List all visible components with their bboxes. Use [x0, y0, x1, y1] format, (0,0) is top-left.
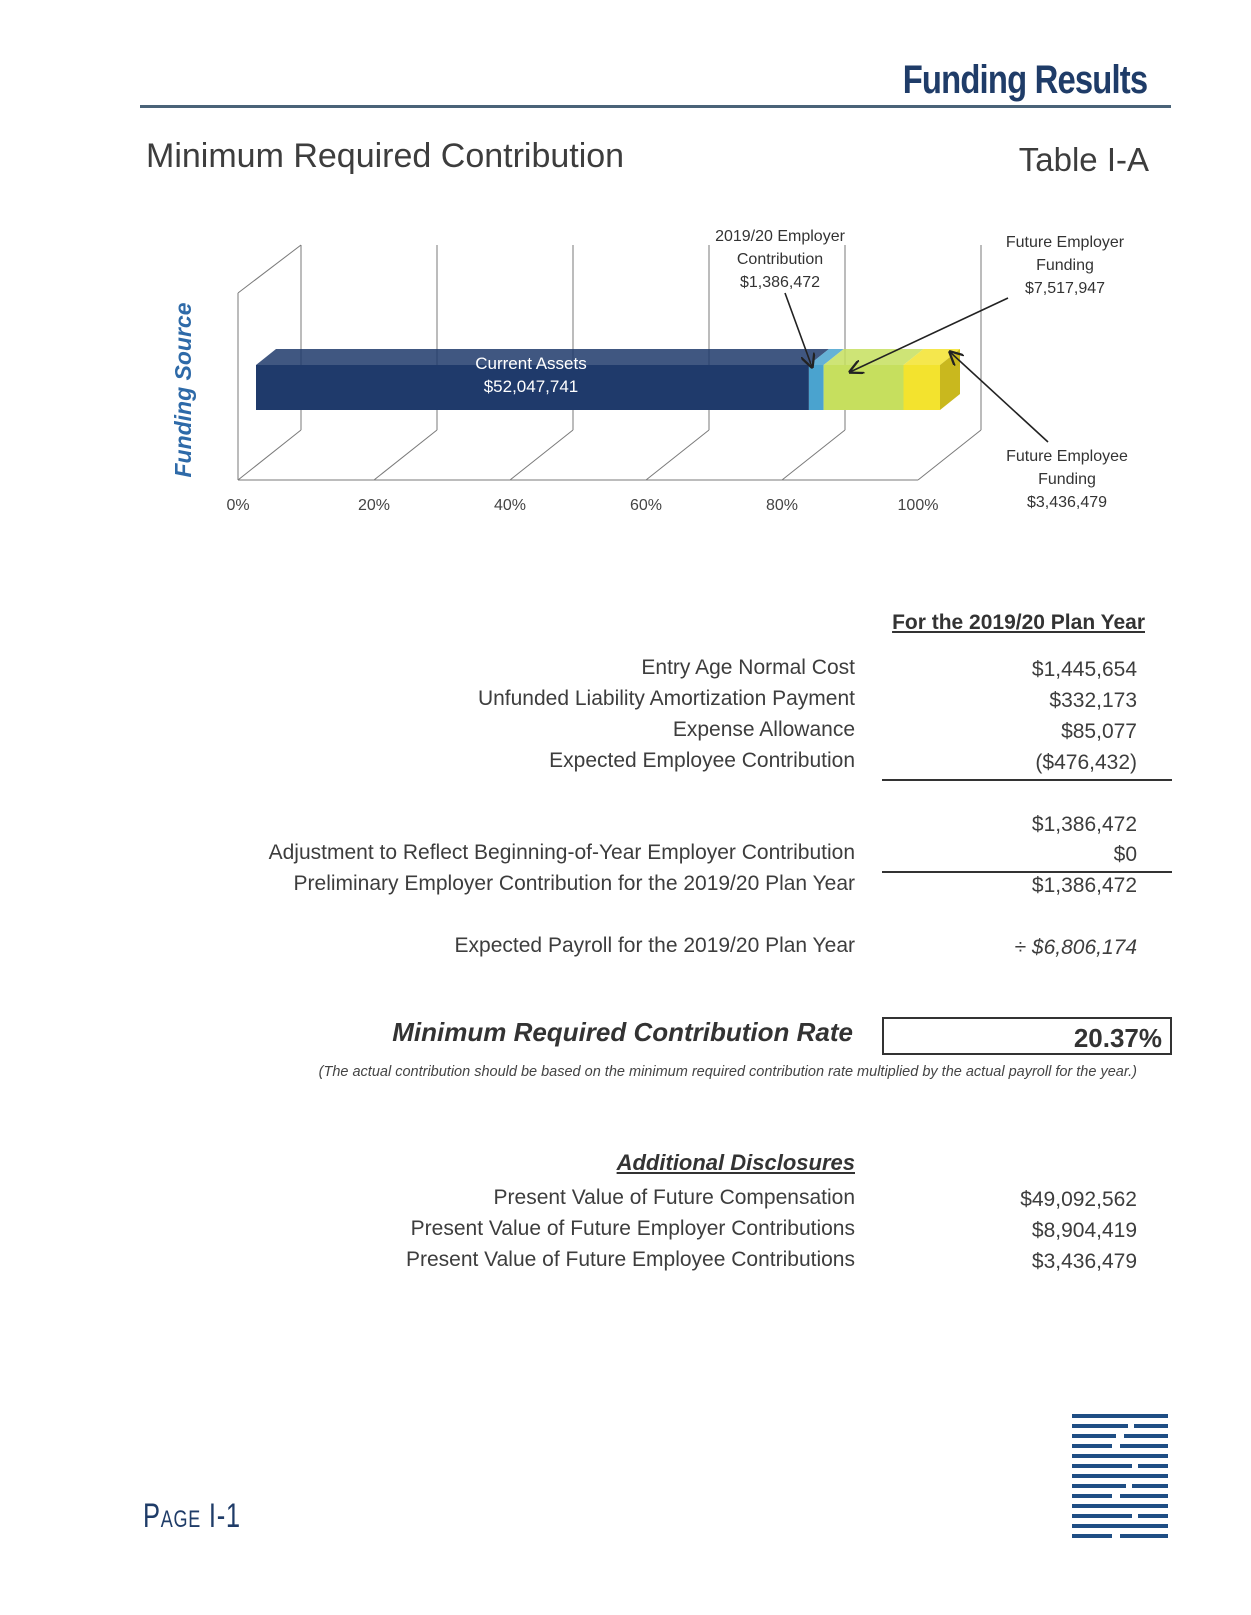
arrow-future-employee	[950, 352, 1048, 442]
funding-source-chart	[160, 225, 1170, 535]
subtotal-rule	[882, 779, 1172, 781]
payroll-label: Expected Payroll for the 2019/20 Plan Year	[454, 934, 855, 957]
company-logo-icon	[1072, 1414, 1168, 1540]
x-tick-label: 40%	[493, 497, 527, 514]
label-current-assets-value: $52,047,741	[483, 377, 579, 396]
floor-line	[510, 430, 573, 480]
adjustment-value: $0	[1113, 843, 1137, 866]
x-tick-label: 20%	[357, 497, 391, 514]
label-future-employee-value: $3,436,479	[1026, 494, 1108, 511]
bar-segment-future-employee-funding	[903, 365, 940, 410]
x-tick-label: 0%	[226, 497, 250, 514]
row-label: Expected Employee Contribution	[549, 749, 855, 772]
floor-line	[374, 430, 437, 480]
disclosure-value: $8,904,419	[1031, 1219, 1137, 1242]
disclosure-label: Present Value of Future Compensation	[493, 1186, 855, 1209]
row-label: Entry Age Normal Cost	[641, 656, 855, 679]
label-employer-contribution-line1: 2019/20 Employer	[715, 228, 845, 245]
label-future-employee-line2: Funding	[1038, 471, 1096, 488]
label-future-employer-value: $7,517,947	[1024, 280, 1106, 297]
subtotal-value: $1,386,472	[1031, 813, 1137, 836]
payroll-value: ÷ $6,806,174	[1014, 936, 1137, 959]
y-axis-label: Funding Source	[170, 302, 196, 478]
contribution-rate-box	[882, 1017, 1172, 1055]
label-employer-contribution-line2: Contribution	[736, 251, 824, 268]
row-label: Expense Allowance	[672, 718, 855, 741]
floor-line	[238, 430, 301, 480]
axis-wall-top	[238, 245, 301, 293]
contribution-rate-value: 20.37%	[1073, 1023, 1162, 1053]
x-tick-label: 60%	[629, 497, 663, 514]
row-value: ($476,432)	[1035, 751, 1137, 774]
page-number: Page I-1	[143, 1497, 241, 1535]
header-rule	[140, 105, 1171, 108]
disclosure-label: Present Value of Future Employee Contributions	[405, 1248, 855, 1271]
disclosures-title: Additional Disclosures	[616, 1150, 855, 1175]
x-tick-label: 100%	[897, 497, 939, 514]
x-tick-label: 80%	[765, 497, 799, 514]
table-id: Table I-A	[1018, 141, 1149, 178]
adjustment-label: Adjustment to Reflect Beginning-of-Year Employer Contribution	[268, 841, 855, 864]
plan-year-header: For the 2019/20 Plan Year	[892, 611, 1145, 634]
row-value: $332,173	[1049, 689, 1137, 712]
label-future-employee-line1: Future Employee	[1006, 448, 1128, 465]
label-employer-contribution-value: $1,386,472	[739, 274, 821, 291]
disclosure-label: Present Value of Future Employer Contributions	[410, 1217, 855, 1240]
label-future-employer-line2: Funding	[1036, 257, 1094, 274]
floor-line	[782, 430, 845, 480]
bar-segment-future-employer-funding	[824, 365, 904, 410]
section-title: Funding Results	[902, 58, 1147, 102]
label-future-employer-line1: Future Employer	[1005, 234, 1125, 251]
preliminary-value: $1,386,472	[1031, 874, 1137, 897]
preliminary-rule	[882, 871, 1172, 873]
chart-bars	[256, 349, 960, 410]
bar-segment-2019-20-employer-contribution	[809, 365, 824, 410]
contribution-rate-label: Minimum Required Contribution Rate	[392, 1017, 853, 1047]
floor-line	[918, 430, 981, 480]
floor-line	[646, 430, 709, 480]
row-label: Unfunded Liability Amortization Payment	[477, 687, 855, 710]
row-value: $1,445,654	[1031, 658, 1137, 681]
preliminary-label: Preliminary Employer Contribution for the 2019/20 Plan Year	[293, 872, 855, 895]
disclosure-value: $49,092,562	[1020, 1188, 1137, 1211]
x-axis-ticks	[226, 497, 938, 514]
page-title: Minimum Required Contribution	[146, 137, 625, 175]
label-current-assets-name: Current Assets	[475, 354, 587, 373]
contribution-note: (The actual contribution should be based on the minimum required contribution rate multiplied by the actual payroll for the year.)	[318, 1064, 1137, 1080]
row-value: $85,077	[1061, 720, 1137, 743]
disclosure-value: $3,436,479	[1031, 1250, 1137, 1273]
